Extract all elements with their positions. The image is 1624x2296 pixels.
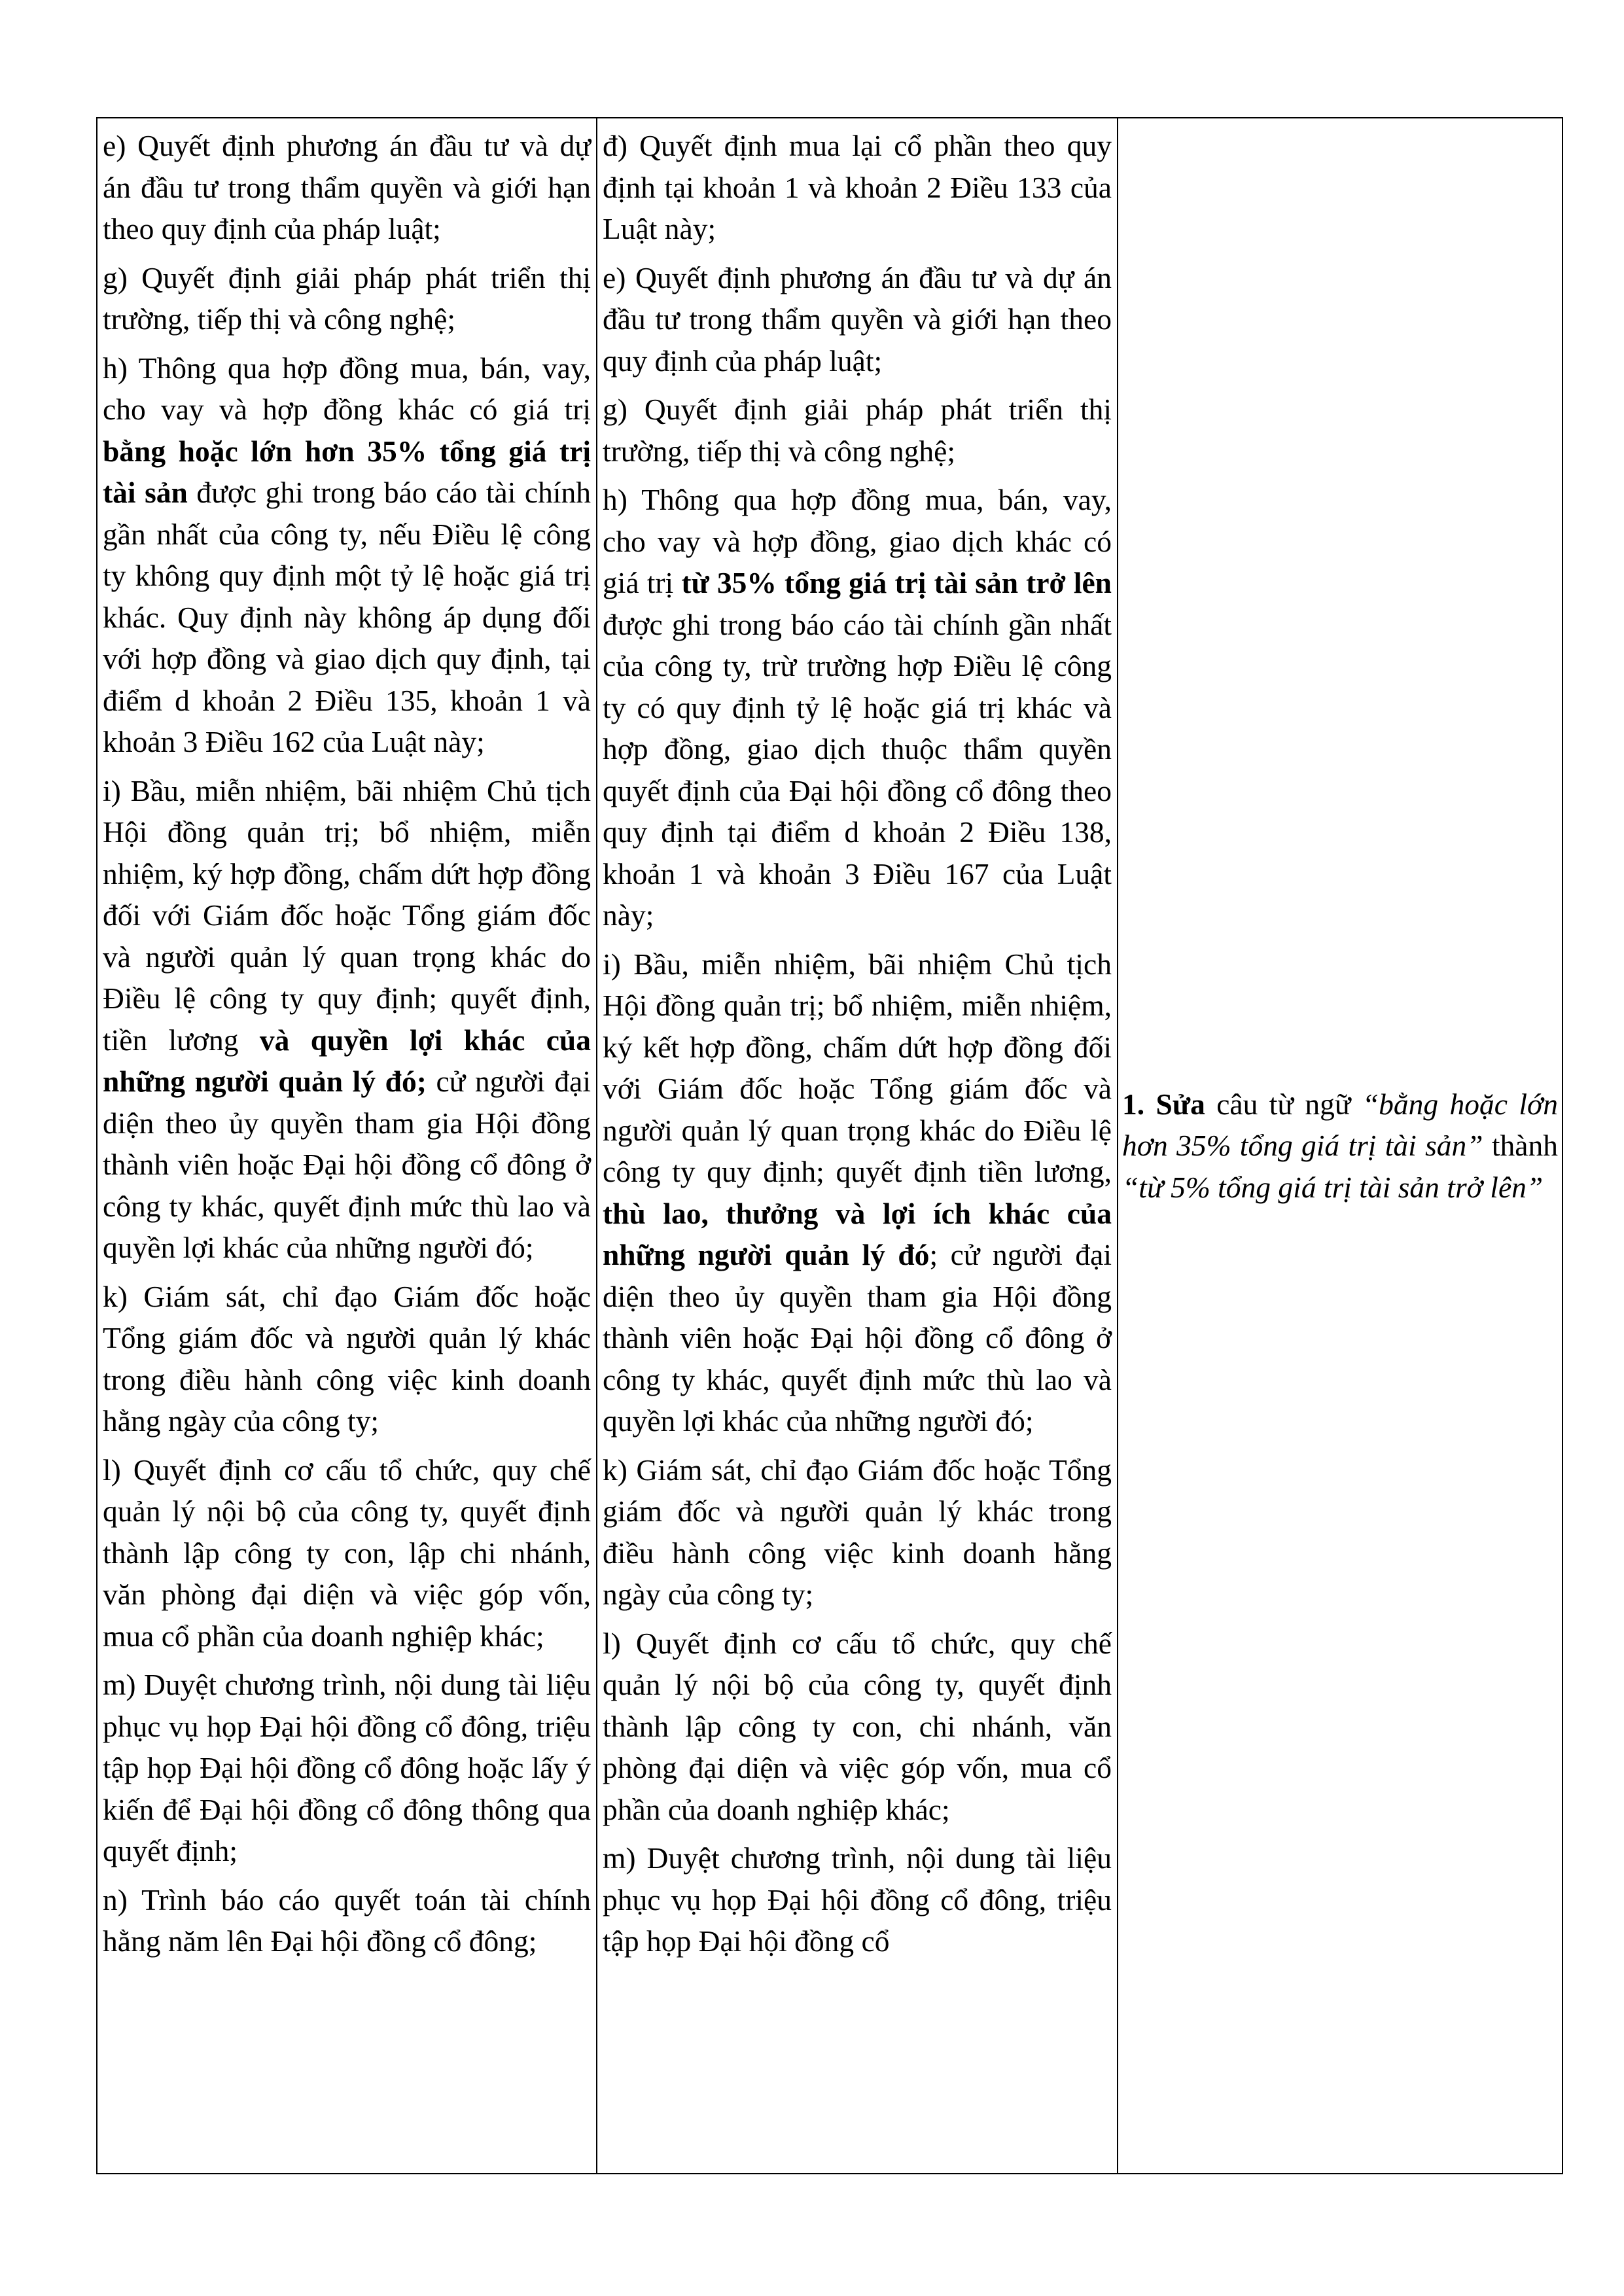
paragraph-l: [603, 1623, 1112, 1831]
current-law-column: [97, 118, 597, 2174]
text-run: n) Trình báo cáo quyết toán tài chính hằng năm lên Đại hội đồng cổ đông;: [103, 1882, 591, 1958]
current-law-paragraphs: [103, 125, 591, 1962]
text-run: i) Bầu, miễn nhiệm, bãi nhiệm Chủ tịch Hội đồng quản trị; bổ nhiệm, miễn nhiệm, ký hợp đồng, chấm dứt hợp đồng đối với Giám đốc hoặc Tổng giám đốc và người quản lý quan trọng khác do Điều lệ công ty quy định; quyết định, tiền lương: [103, 773, 591, 1057]
text-run: g) Quyết định giải pháp phát triển thị trường, tiếp thị và công nghệ;: [603, 393, 1112, 468]
paragraph-e: [103, 125, 591, 250]
paragraph-h: [603, 479, 1112, 936]
text-run: k) Giám sát, chỉ đạo Giám đốc hoặc Tổng giám đốc và người quản lý khác trong điều hành công việc kinh doanh hằng ngày của công ty;: [103, 1279, 591, 1438]
text-run: cử người đại diện theo ủy quyền tham gia Hội đồng thành viên hoặc Đại hội đồng cổ đông ở công ty khác, quyết định mức thù lao và quyền lợi khác của những người đó;: [103, 1065, 591, 1264]
comparison-table: [96, 117, 1563, 2174]
paragraph-m: [103, 1664, 591, 1872]
text-run: h) Thông qua hợp đồng mua, bán, vay, cho vay và hợp đồng khác có giá trị: [103, 351, 591, 426]
explanation-paragraphs: [1122, 1084, 1558, 1209]
text-run: ; cử người đại diện theo ủy quyền tham gia Hội đồng thành viên hoặc Đại hội đồng cổ đông ở công ty khác, quyết định mức thù lao và quyền lợi khác của những người đó;: [603, 1238, 1112, 1438]
text-run: h) Thông qua hợp đồng mua, bán, vay, cho vay và hợp đồng, giao dịch khác có giá trị: [603, 483, 1112, 599]
bold-text: từ 35% tổng giá trị tài sản trở lên: [681, 566, 1112, 599]
text-run: m) Duyệt chương trình, nội dung tài liệu phục vụ họp Đại hội đồng cổ đông, triệu tập họp Đại hội đồng cổ: [603, 1841, 1112, 1958]
paragraph-c1: [1122, 1084, 1558, 1209]
text-run: câu từ ngữ: [1205, 1087, 1362, 1121]
paragraph-h: [103, 347, 591, 763]
text-run: e) Quyết định phương án đầu tư và dự án đầu tư trong thẩm quyền và giới hạn theo quy định của pháp luật;: [103, 129, 591, 245]
text-run: g) Quyết định giải pháp phát triển thị trường, tiếp thị và công nghệ;: [103, 260, 591, 336]
italic-text: “từ 5% tổng giá trị tài sản trở lên”: [1122, 1170, 1544, 1204]
paragraph-g: [603, 389, 1112, 472]
bold-text: bằng hoặc lớn hơn 35% tổng giá trị tài sản: [103, 434, 591, 509]
bold-text: 1. Sửa: [1122, 1087, 1205, 1121]
paragraph-n: [103, 1879, 591, 1962]
amended-law-paragraphs: [603, 125, 1112, 1962]
text-run: e) Quyết định phương án đầu tư và dự án đầu tư trong thẩm quyền và giới hạn theo quy định của pháp luật;: [603, 260, 1112, 378]
paragraph-g: [103, 257, 591, 340]
bold-text: và quyền lợi khác của những người quản lý đó;: [103, 1023, 591, 1098]
paragraph-i: [603, 944, 1112, 1442]
italic-text: “bằng hoặc lớn hơn 35% tổng giá trị tài sản”: [1122, 1087, 1558, 1163]
text-run: đ) Quyết định mua lại cổ phần theo quy định tại khoản 1 và khoản 2 Điều 133 của Luật này;: [603, 129, 1112, 245]
text-run: l) Quyết định cơ cấu tổ chức, quy chế quản lý nội bộ của công ty, quyết định thành lập công ty con, lập chi nhánh, văn phòng đại diện và việc góp vốn, mua cổ phần của doanh nghiệp khác;: [103, 1453, 591, 1653]
explanation-column: [1118, 118, 1562, 2174]
bold-text: thù lao, thưởng và lợi ích khác của những người quản lý đó: [603, 1196, 1112, 1271]
table-row: [97, 118, 1562, 2174]
paragraph-k: [603, 1449, 1112, 1616]
text-run: i) Bầu, miễn nhiệm, bãi nhiệm Chủ tịch Hội đồng quản trị; bổ nhiệm, miễn nhiệm, ký kết hợp đồng, chấm dứt hợp đồng đối với Giám đốc hoặc Tổng giám đốc và người quản lý quan trọng khác do Điều lệ công ty quy định; quyết định tiền lương,: [603, 947, 1112, 1188]
paragraph-k: [103, 1276, 591, 1442]
paragraph-m: [603, 1837, 1112, 1962]
paragraph-e: [603, 257, 1112, 382]
amended-law-column: [597, 118, 1118, 2174]
text-run: được ghi trong báo cáo tài chính gần nhất của công ty, nếu Điều lệ công ty không quy định một tỷ lệ hoặc giá trị khác. Quy định này không áp dụng đối với hợp đồng và giao dịch quy định, tại điểm d khoản 2 Điều 135, khoản 1 và khoản 3 Điều 162 của Luật này;: [103, 476, 591, 758]
text-run: thành: [1483, 1129, 1558, 1163]
text-run: được ghi trong báo cáo tài chính gần nhất của công ty, trừ trường hợp Điều lệ công ty có quy định tỷ lệ hoặc giá trị khác và hợp đồng, giao dịch thuộc thẩm quyền quyết định của Đại hội đồng cổ đông theo quy định tại điểm d khoản 2 Điều 138, khoản 1 và khoản 3 Điều 167 của Luật này;: [603, 607, 1112, 932]
text-run: m) Duyệt chương trình, nội dung tài liệu phục vụ họp Đại hội đồng cổ đông, triệu tập họp Đại hội đồng cổ đông hoặc lấy ý kiến để Đại hội đồng cổ đông thông qua quyết định;: [103, 1668, 591, 1867]
paragraph-l: [103, 1449, 591, 1657]
text-run: l) Quyết định cơ cấu tổ chức, quy chế quản lý nội bộ của công ty, quyết định thành lập công ty con, chi nhánh, văn phòng đại diện và việc góp vốn, mua cổ phần của doanh nghiệp khác;: [603, 1626, 1112, 1826]
text-run: k) Giám sát, chỉ đạo Giám đốc hoặc Tổng giám đốc và người quản lý khác trong điều hành công việc kinh doanh hằng ngày của công ty;: [603, 1453, 1112, 1611]
paragraph-i: [103, 770, 591, 1269]
paragraph-dd: [603, 125, 1112, 250]
